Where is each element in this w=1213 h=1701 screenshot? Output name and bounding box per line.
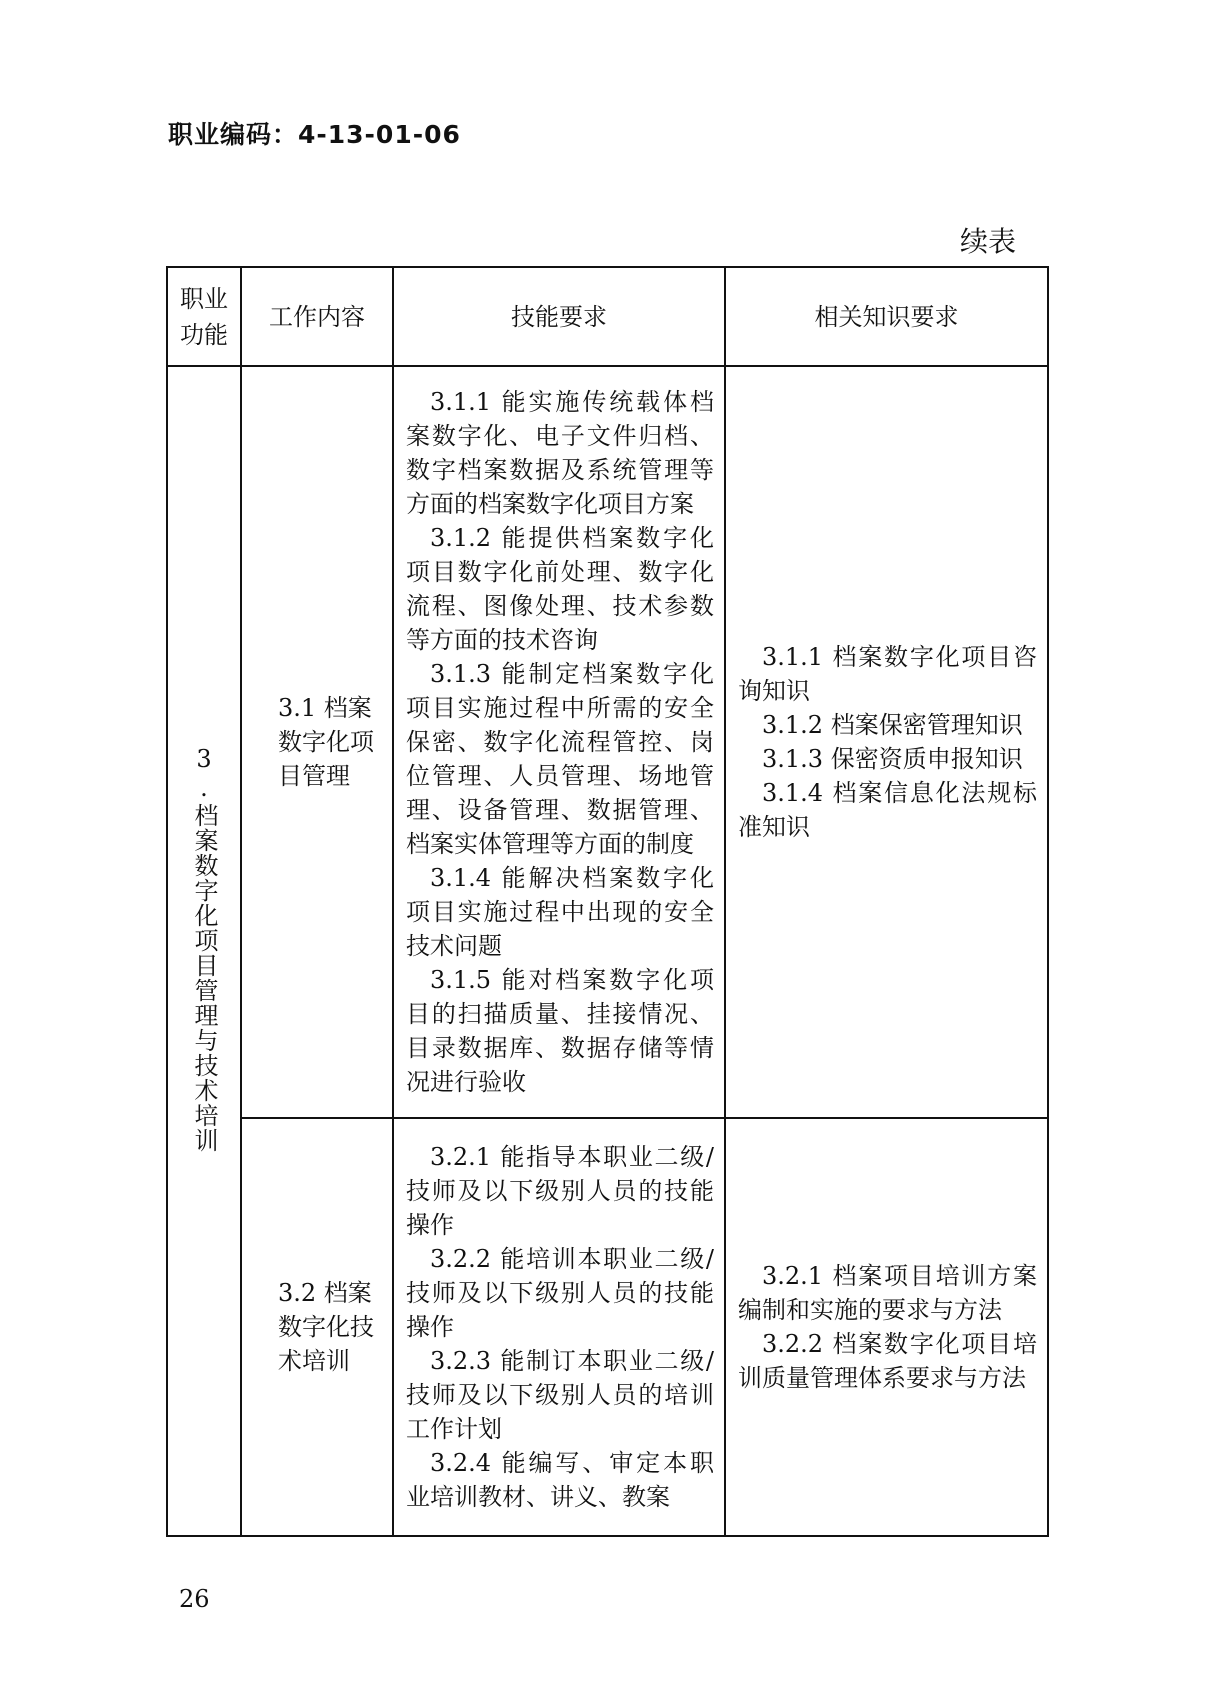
knowledge-item: 3.1.1 档案数字化项目咨询知识 <box>738 643 1037 705</box>
skill-item: 3.1.1 能实施传统载体档案数字化、电子文件归档、数字档案数据及系统管理等方面的档案数字化项目方案 <box>406 388 714 518</box>
work-content-cell: 3.1 档案数字化项目管理 <box>241 366 393 1118</box>
knowledge-item: 3.2.1 档案项目培训方案编制和实施的要求与方法 <box>738 1262 1037 1324</box>
skill-item: 3.1.4 能解决档案数字化项目实施过程中出现的安全技术问题 <box>406 864 714 960</box>
function-name: 3.档案数字化项目管理与技术培训 <box>190 745 218 1153</box>
skill-item: 3.1.2 能提供档案数字化项目数字化前处理、数字化流程、图像处理、技术参数等方面的技术咨询 <box>406 524 714 654</box>
header-work: 工作内容 <box>241 267 393 366</box>
skills-cell <box>393 366 725 1118</box>
skill-item: 3.2.2 能培训本职业二级/技师及以下级别人员的技能操作 <box>406 1245 714 1341</box>
function-cell <box>167 366 241 1536</box>
header-knowledge: 相关知识要求 <box>725 267 1048 366</box>
skill-item: 3.1.3 能制定档案数字化项目实施过程中所需的安全保密、数字化流程管控、岗位管理、人员管理、场地管理、设备管理、数据管理、档案实体管理等方面的制度 <box>406 660 714 858</box>
knowledge-item: 3.2.2 档案数字化项目培训质量管理体系要求与方法 <box>738 1330 1037 1392</box>
knowledge-item: 3.1.2 档案保密管理知识 <box>762 711 1023 739</box>
skills-cell <box>393 1118 725 1536</box>
work-content-cell: 3.2 档案数字化技术培训 <box>241 1118 393 1536</box>
knowledge-cell <box>725 1118 1048 1536</box>
occupation-code: 职业编码：4-13-01-06 <box>168 120 461 149</box>
skills-table <box>166 266 1049 1537</box>
knowledge-cell <box>725 366 1048 1118</box>
skill-item: 3.2.1 能指导本职业二级/技师及以下级别人员的技能操作 <box>406 1143 714 1239</box>
skill-item: 3.1.5 能对档案数字化项目的扫描质量、挂接情况、目录数据库、数据存储等情况进行验收 <box>406 966 714 1096</box>
continued-label: 续表 <box>959 225 1016 258</box>
page-number: 26 <box>179 1585 210 1613</box>
skill-item: 3.2.3 能制订本职业二级/技师及以下级别人员的培训工作计划 <box>406 1347 714 1443</box>
table-row <box>167 1118 1048 1536</box>
table-header-row <box>167 267 1048 366</box>
table-row <box>167 366 1048 1118</box>
header-skills: 技能要求 <box>393 267 725 366</box>
skill-item: 3.2.4 能编写、审定本职业培训教材、讲义、教案 <box>406 1449 714 1511</box>
header-role: 职业功能 <box>167 267 241 366</box>
knowledge-item: 3.1.4 档案信息化法规标准知识 <box>738 779 1037 841</box>
knowledge-item: 3.1.3 保密资质申报知识 <box>762 745 1023 773</box>
